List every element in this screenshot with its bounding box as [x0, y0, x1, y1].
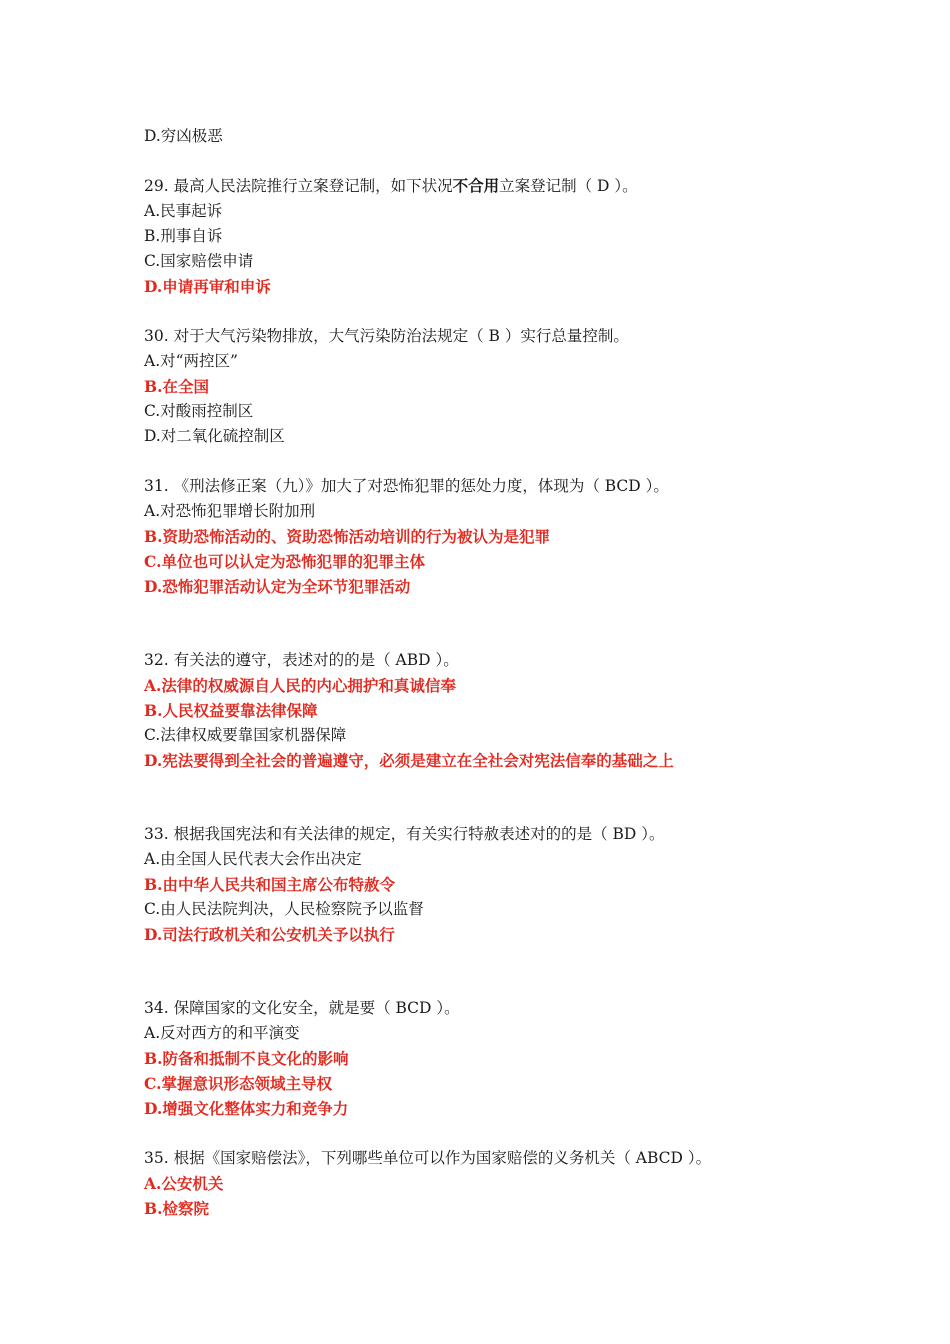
- q34-option-c: C.掌握意识形态领域主导权: [144, 1074, 332, 1093]
- q31-option-d: D.恐怖犯罪活动认定为全环节犯罪活动: [144, 577, 411, 596]
- q30-option-a: A.对“两控区”: [144, 352, 238, 370]
- q35-option-a: A.公安机关: [144, 1174, 224, 1193]
- q30-stem: 30. 对于大气污染物排放，大气污染防治法规定（ B ）实行总量控制。: [144, 327, 629, 345]
- document-page: [144, 124, 844, 1221]
- q34-option-a: A.反对西方的和平演变: [144, 1024, 300, 1042]
- q29-option-a: A.民事起诉: [144, 202, 223, 220]
- q32-option-d: D.宪法要得到全社会的普遍遵守，必须是建立在全社会对宪法信奉的基础之上: [144, 751, 674, 770]
- q29-stem-emphasis: 不合用: [452, 177, 500, 195]
- q30-option-b: B.在全国: [144, 377, 209, 396]
- q29-option-d: D.申请再审和申诉: [144, 277, 271, 296]
- q33-option-d: D.司法行政机关和公安机关予以执行: [144, 925, 395, 944]
- q33-stem: 33. 根据我国宪法和有关法律的规定，有关实行特赦表述对的的是（ BD ）。: [144, 825, 665, 843]
- q29-stem: 29. 最高人民法院推行立案登记制，如下状况不合用立案登记制（ D ）。: [144, 177, 638, 195]
- q30-option-c: C.对酸雨控制区: [144, 402, 254, 420]
- q31-option-a: A.对恐怖犯罪增长附加刑: [144, 502, 316, 520]
- q35-stem: 35. 根据《国家赔偿法》，下列哪些单位可以作为国家赔偿的义务机关（ ABCD ）。: [144, 1149, 712, 1167]
- q31-option-b: B.资助恐怖活动的、资助恐怖活动培训的行为被认为是犯罪: [144, 527, 550, 546]
- q33-option-c: C.由人民法院判决，人民检察院予以监督: [144, 900, 424, 918]
- q34-option-b: B.防备和抵制不良文化的影响: [144, 1049, 349, 1068]
- q32-option-a: A.法律的权威源自人民的内心拥护和真诚信奉: [144, 676, 456, 695]
- q29-option-b: B.刑事自诉: [144, 227, 223, 245]
- q32-stem: 32. 有关法的遵守，表述对的的是（ ABD ）。: [144, 651, 459, 669]
- q32-option-c: C.法律权威要靠国家机器保障: [144, 726, 347, 744]
- q34-option-d: D.增强文化整体实力和竞争力: [144, 1099, 349, 1118]
- q32-option-b: B.人民权益要靠法律保障: [144, 701, 318, 720]
- q33-option-b: B.由中华人民共和国主席公布特赦令: [144, 875, 395, 894]
- q30-option-d: D.对二氧化硫控制区: [144, 427, 285, 445]
- q31-option-c: C.单位也可以认定为恐怖犯罪的犯罪主体: [144, 552, 425, 571]
- q33-option-a: A.由全国人民代表大会作出决定: [144, 850, 362, 868]
- q34-stem: 34. 保障国家的文化安全，就是要（ BCD ）。: [144, 999, 460, 1017]
- q35-option-b: B.检察院: [144, 1199, 209, 1218]
- q29-option-c: C.国家赔偿申请: [144, 252, 254, 270]
- q28-option-d: D.穷凶极恶: [144, 127, 223, 145]
- q31-stem: 31. 《刑法修正案（九）》加大了对恐怖犯罪的惩处力度，体现为（ BCD ）。: [144, 477, 669, 495]
